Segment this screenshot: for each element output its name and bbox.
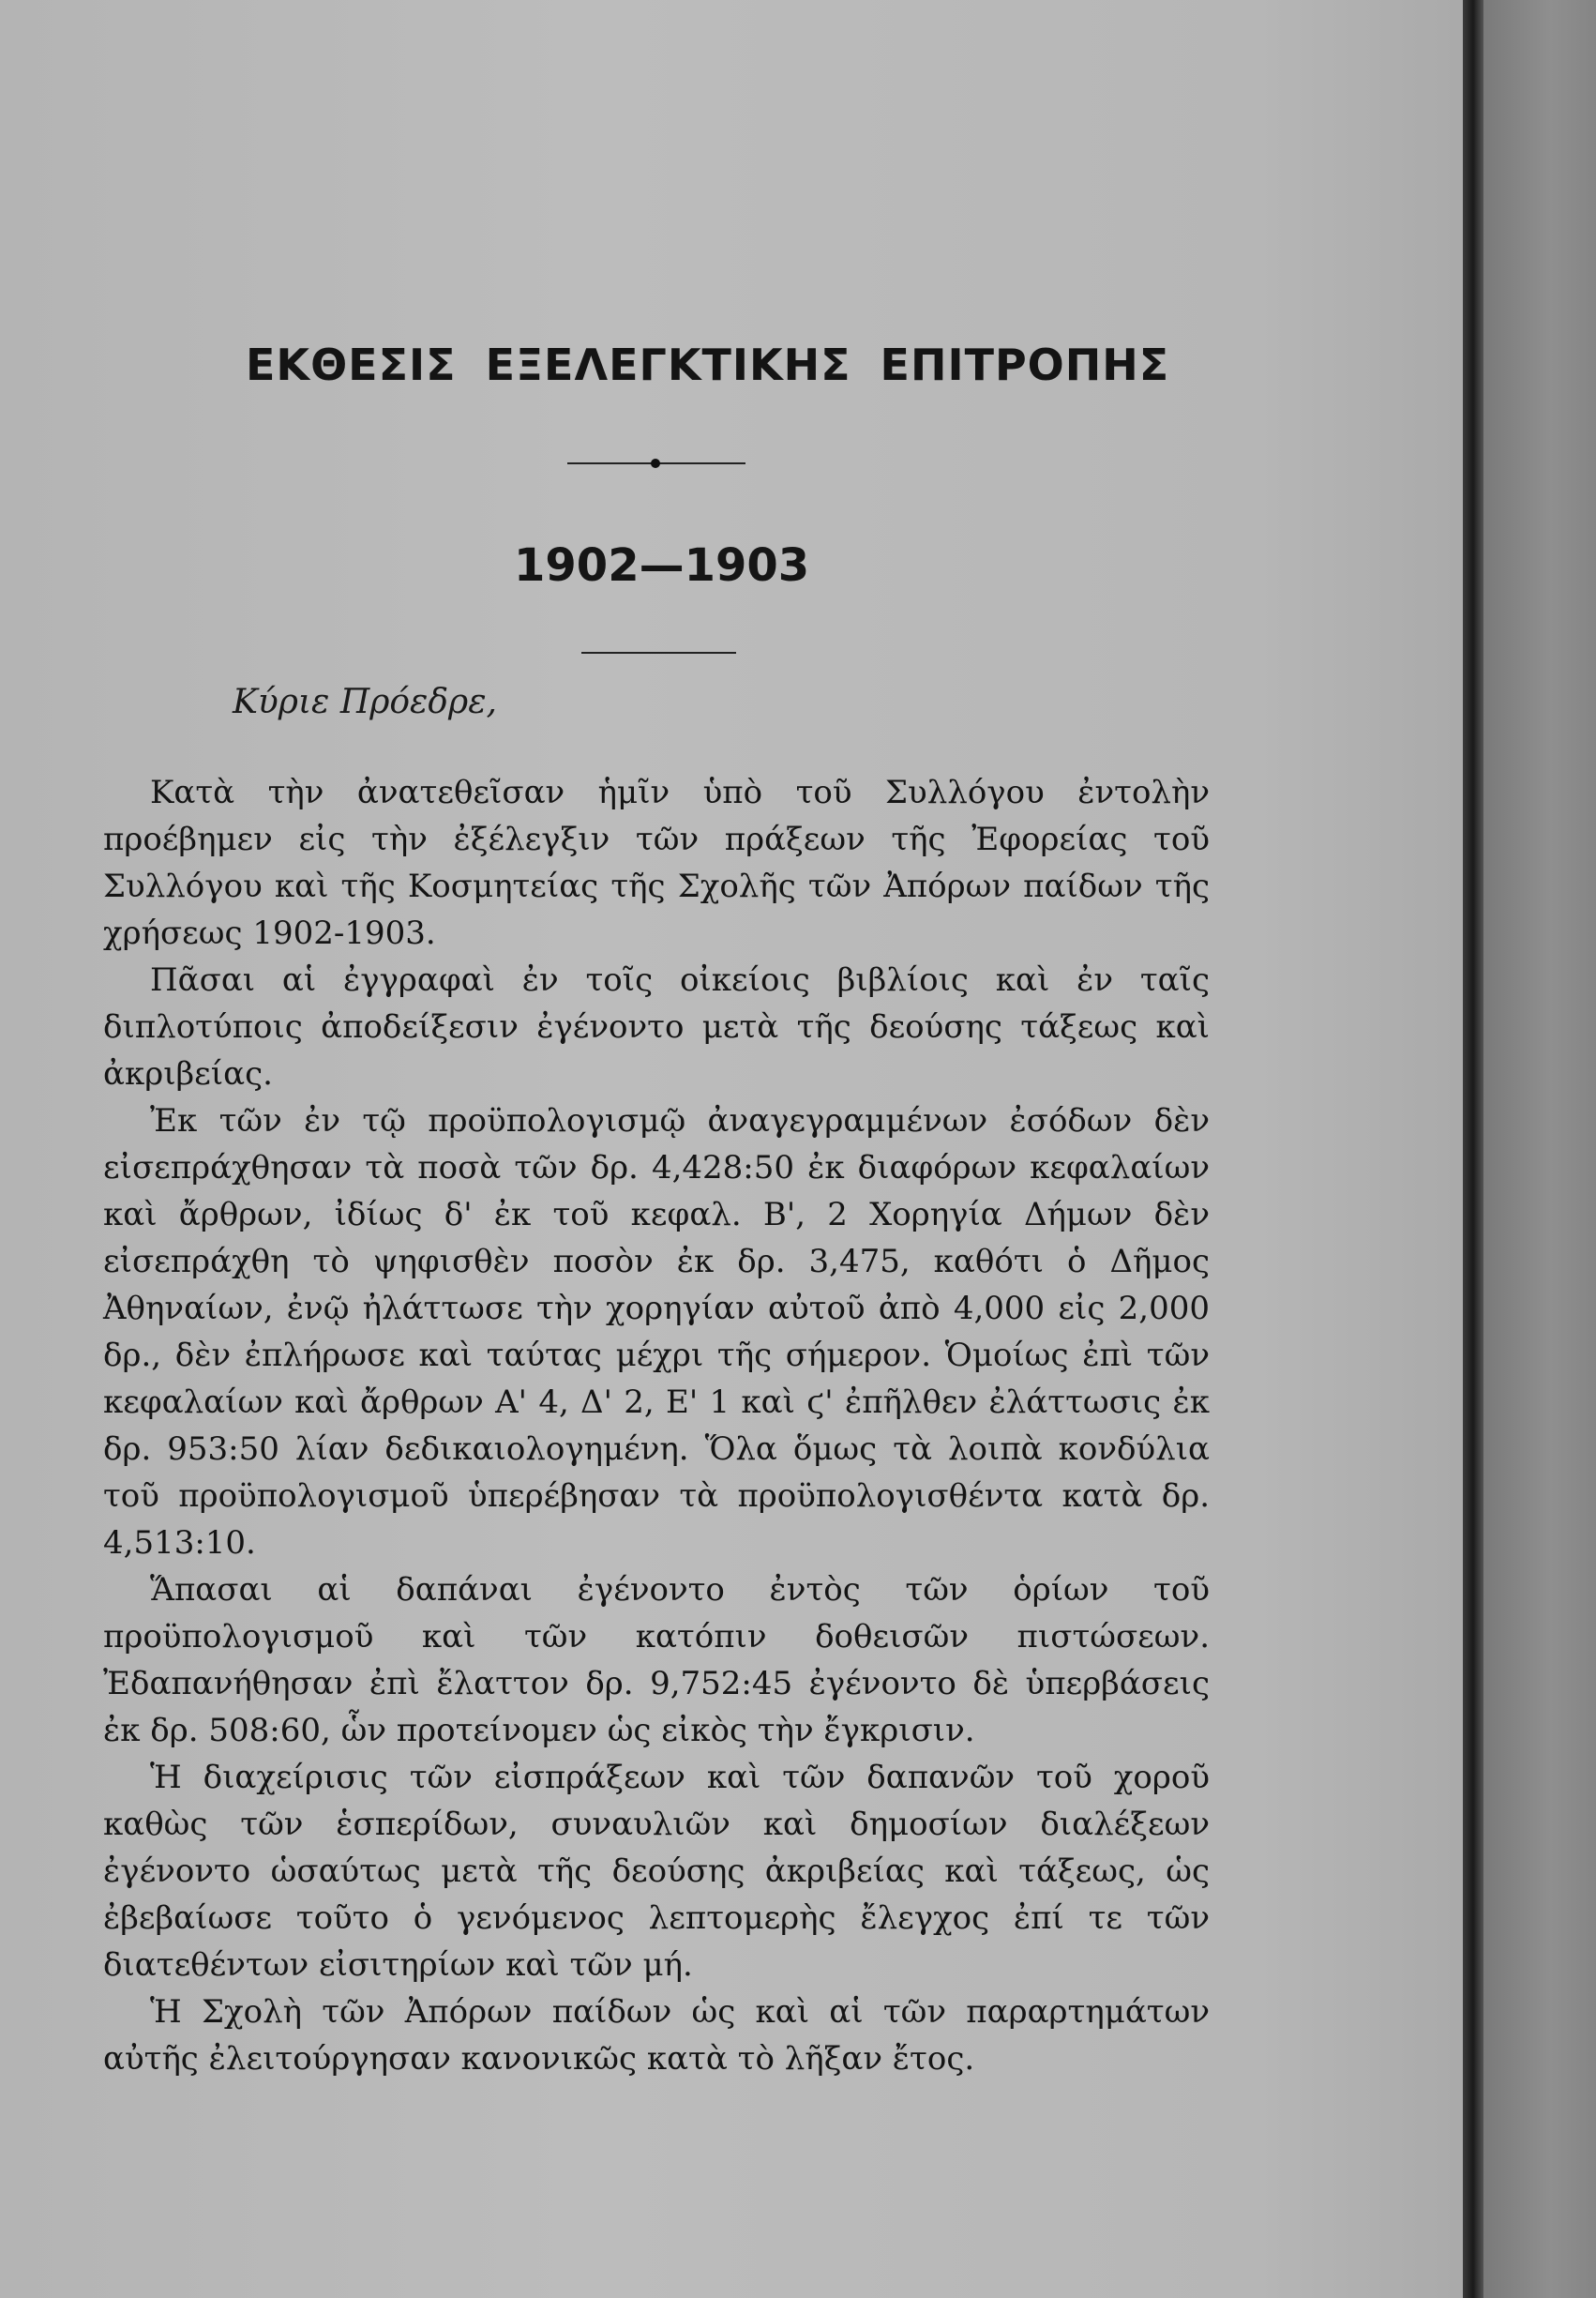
paragraph-mandate: Κατὰ τὴν ἀνατεθεῖσαν ἡμῖν ὑπὸ τοῦ Συλλόγου ἐντολὴν προέβημεν εἰς τὴν ἐξέλεγξιν τῶν πράξεων τῆς Ἐφορείας τοῦ Συλλόγου καὶ τῆς Κοσμητείας τῆς Σχολῆς τῶν Ἀπόρων παίδων τῆς χρήσεως 1902-1903. xyxy=(103,774,1210,952)
report-heading: ΕΚΘΕΣΙΣ ΕΞΕΛΕΓΚΤΙΚΗΣ ΕΠΙΤΡΟΠΗΣ xyxy=(246,340,1170,390)
adjacent-page-edge xyxy=(1483,0,1596,2298)
paragraph-records: Πᾶσαι αἱ ἐγγραφαὶ ἐν τοῖς οἰκείοις βιβλίοις καὶ ἐν ταῖς διπλοτύποις ἀποδείξεσιν ἐγένοντο μετὰ τῆς δεούσης τάξεως καὶ ἀκριβείας. xyxy=(103,961,1210,1093)
paragraph-expenses: Ἅπασαι αἱ δαπάναι ἐγένοντο ἐντὸς τῶν ὁρίων τοῦ προϋπολογισμοῦ καὶ τῶν κατόπιν δοθεισῶν πιστώσεων. Ἐδαπανήθησαν ἐπὶ ἔλαττον δρ. 9,752:45 ἐγένοντο δὲ ὑπερβάσεις ἐκ δρ. 508:60, ὧν προτείνομεν ὡς εἰκὸς τὴν ἔγκρισιν. xyxy=(103,1571,1210,1749)
ornament-divider xyxy=(567,458,745,469)
paragraph-events: Ἡ διαχείρισις τῶν εἰσπράξεων καὶ τῶν δαπανῶν τοῦ χοροῦ καθὼς τῶν ἑσπερίδων, συναυλιῶν καὶ δημοσίων διαλέξεων ἐγένοντο ὡσαύτως μετὰ τῆς δεούσης ἀκριβείας καὶ τάξεως, ὡς ἐβεβαίωσε τοῦτο ὁ γενόμενος λεπτομερὴς ἔλεγχος ἐπί τε τῶν διατεθέντων εἰσιτηρίων καὶ τῶν μή. xyxy=(103,1759,1210,1984)
year-rule xyxy=(581,652,736,654)
paragraph-school: Ἡ Σχολὴ τῶν Ἀπόρων παίδων ὡς καὶ αἱ τῶν παραρτημάτων αὐτῆς ἐλειτούργησαν κανονικῶς κατὰ τὸ λῆξαν ἔτος. xyxy=(103,1993,1210,2078)
book-spine xyxy=(1463,0,1483,2298)
ornament-dot xyxy=(651,459,660,468)
salutation: Κύριε Πρόεδρε, xyxy=(233,683,497,721)
report-year: 1902—1903 xyxy=(514,539,810,592)
report-body xyxy=(103,769,1210,2082)
paragraph-revenues: Ἐκ τῶν ἐν τῷ προϋπολογισμῷ ἀναγεγραμμένων ἐσόδων δὲν εἰσεπράχθησαν τὰ ποσὰ τῶν δρ. 4,428:50 ἐκ διαφόρων κεφαλαίων καὶ ἄρθρων, ἰδίως δ' ἐκ τοῦ κεφαλ. Β', 2 Χορηγία Δήμων δὲν εἰσεπράχθη τὸ ψηφισθὲν ποσὸν ἐκ δρ. 3,475, καθότι ὁ Δῆμος Ἀθηναίων, ἐνῷ ἠλάττωσε τὴν χορηγίαν αὐτοῦ ἀπὸ 4,000 εἰς 2,000 δρ., δὲν ἐπλήρωσε καὶ ταύτας μέχρι τῆς σήμερον. Ὁμοίως ἐπὶ τῶν κεφαλαίων καὶ ἄρθρων Α' 4, Δ' 2, Ε' 1 καὶ ϛ' ἐπῆλθεν ἐλάττωσις ἐκ δρ. 953:50 λίαν δεδικαιολογημένη. Ὅλα ὅμως τὰ λοιπὰ κονδύλια τοῦ προϋπολογισμοῦ ὑπερέβησαν τὰ προϋπολογισθέντα κατὰ δρ. 4,513:10. xyxy=(103,1102,1210,1562)
